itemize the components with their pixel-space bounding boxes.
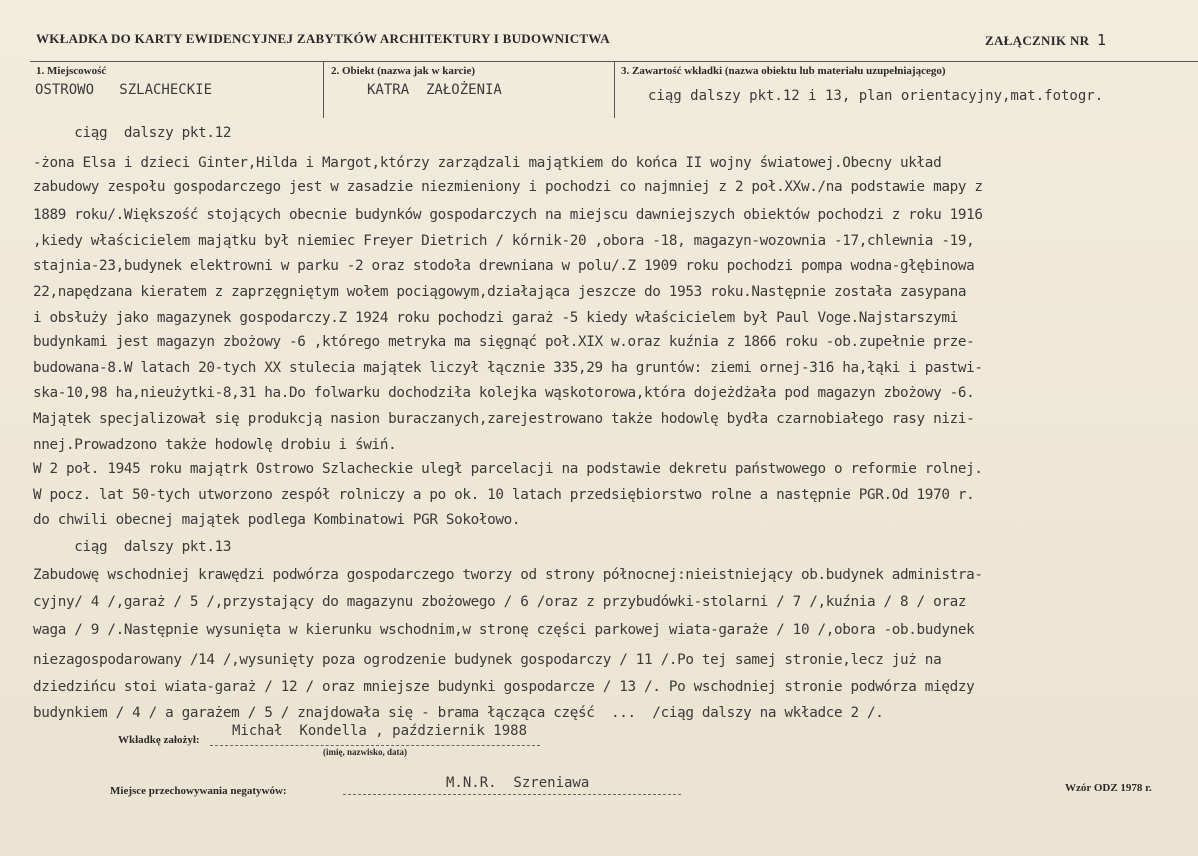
form-model: Wzór ODZ 1978 r. [1065,782,1152,794]
body-line: zabudowy zespołu gospodarczego jest w zasadzie niezmieniony i pochodzi co najmniej z 2 poł.XXw./na podstawie mapy z [33,179,983,195]
body-line: dziedzińcu stoi wiata-garaż / 12 / oraz mniejsze budynki gospodarcze / 13 /. Po wschodniej stronie podwórza między [33,679,975,695]
locality-label: 1. Miejscowość [36,65,107,77]
column-divider-2 [614,61,615,118]
author-hint: (imię, nazwisko, data) [323,747,407,757]
body-line: ska-10,98 ha,nieużytki-8,31 ha.Do folwarku dochodziła kolejka wąskotorowa,która dojeżdżała pod magazyn zbożowy -6. [33,385,975,401]
body-line: ,kiedy właścicielem majątku był niemiec Freyer Dietrich / kórnik-20 ,obora -18, magazyn-wozownia -17,chlewnia -19, [33,233,975,249]
body-line: cyjny/ 4 /,garaż / 5 /,przystający do magazynu zbożowego / 6 /oraz z przybudówki-stolarni / 7 /,kuźnia / 8 / oraz [33,594,967,610]
body-line: budynkami jest magazyn zbożowy -6 ,którego metryka ma sięgnąć poł.XIX w.oraz kuźnia z 1866 roku -ob.zupełnie prze- [33,334,975,350]
body-line: Majątek specjalizował się produkcją nasion buraczanych,zarejestrowano także hodowlę bydła czarnobiałego rasy nizi- [33,411,975,427]
author-underline [210,745,540,746]
body-line: ciąg dalszy pkt.13 [33,539,232,555]
object-value: KATRA ZAŁOŻENIA [367,82,502,98]
body-line: nnej.Prowadzono także hodowlę drobiu i świń. [33,437,397,453]
author-value: Michał Kondella , październik 1988 [232,723,528,739]
locality-value: OSTROWO SZLACHECKIE [35,82,213,98]
object-label: 2. Obiekt (nazwa jak w karcie) [331,65,476,77]
attachment-label-text: ZAŁĄCZNIK NR [985,33,1090,48]
storage-underline [343,794,681,795]
body-line: 1889 roku/.Większość stojących obecnie budynków gospodarczych na miejscu dawniejszych obiektów pochodzi z roku 1916 [33,207,983,223]
body-line: i obsłuży jako magazynek gospodarczy.Z 1924 roku pochodzi garaż -5 kiedy właścicielem był Paul Voge.Najstarszymi [33,310,958,326]
card-title: WKŁADKA DO KARTY EWIDENCYJNEJ ZABYTKÓW ARCHITEKTURY I BUDOWNICTWA [36,31,610,46]
attachment-label [985,31,1106,49]
body-line: stajnia-23,budynek elektrowni w parku -2 oraz stodoła drewniana w polu/.Z 1909 roku pochodzi pompa wodna-głębinowa [33,258,975,274]
body-line: waga / 9 /.Następnie wysunięta w kierunku wschodnim,w stronę części parkowej wiata-garaże / 10 /,obora -ob.budynek [33,622,975,638]
body-line: 22,napędzana kieratem z zaprzęgniętym wołem pociągowym,działająca jeszcze do 1953 roku.Następnie została zasypana [33,284,967,300]
content-label: 3. Zawartość wkładki (nazwa obiektu lub materiału uzupełniającego) [621,65,946,77]
body-line: budowana-8.W latach 20-tych XX stulecia majątek liczył łącznie 335,29 ha gruntów: ziemi ornej-316 ha,łąki i pastwi- [33,360,983,376]
body-line: W 2 poł. 1945 roku majątrk Ostrowo Szlacheckie uległ parcelacji na podstawie dekretu państwowego o reformie rolnej. [33,461,983,477]
storage-value: M.N.R. Szreniawa [446,775,590,791]
author-label: Wkładkę założył: [118,734,200,746]
body-line: niezagospodarowany /14 /,wysunięty poza ogrodzenie budynek gospodarczy / 11 /.Po tej samej stronie,lecz już na [33,652,942,668]
attachment-number: 1 [1096,31,1107,49]
body-line: budynkiem / 4 / a garażem / 5 / znajdowała się - brama łącząca część ... /ciąg dalszy na wkładce 2 /. [33,705,884,721]
storage-label: Miejsce przechowywania negatywów: [110,785,287,797]
body-line: -żona Elsa i dzieci Ginter,Hilda i Margot,którzy zarządzali majątkiem do końca II wojny światowej.Obecny układ [33,155,942,171]
column-divider-1 [323,61,324,118]
body-line: ciąg dalszy pkt.12 [33,125,232,141]
content-value: ciąg dalszy pkt.12 i 13, plan orientacyjny,mat.fotogr. [648,88,1104,104]
body-line: Zabudowę wschodniej krawędzi podwórza gospodarczego tworzy od strony północnej:nieistniejący ob.budynek administra- [33,567,983,583]
body-line: W pocz. lat 50-tych utworzono zespół rolniczy a po ok. 10 latach przedsiębiorstwo rolne a następnie PGR.Od 1970 r. [33,487,975,503]
body-line: do chwili obecnej majątek podlega Kombinatowi PGR Sokołowo. [33,512,521,528]
